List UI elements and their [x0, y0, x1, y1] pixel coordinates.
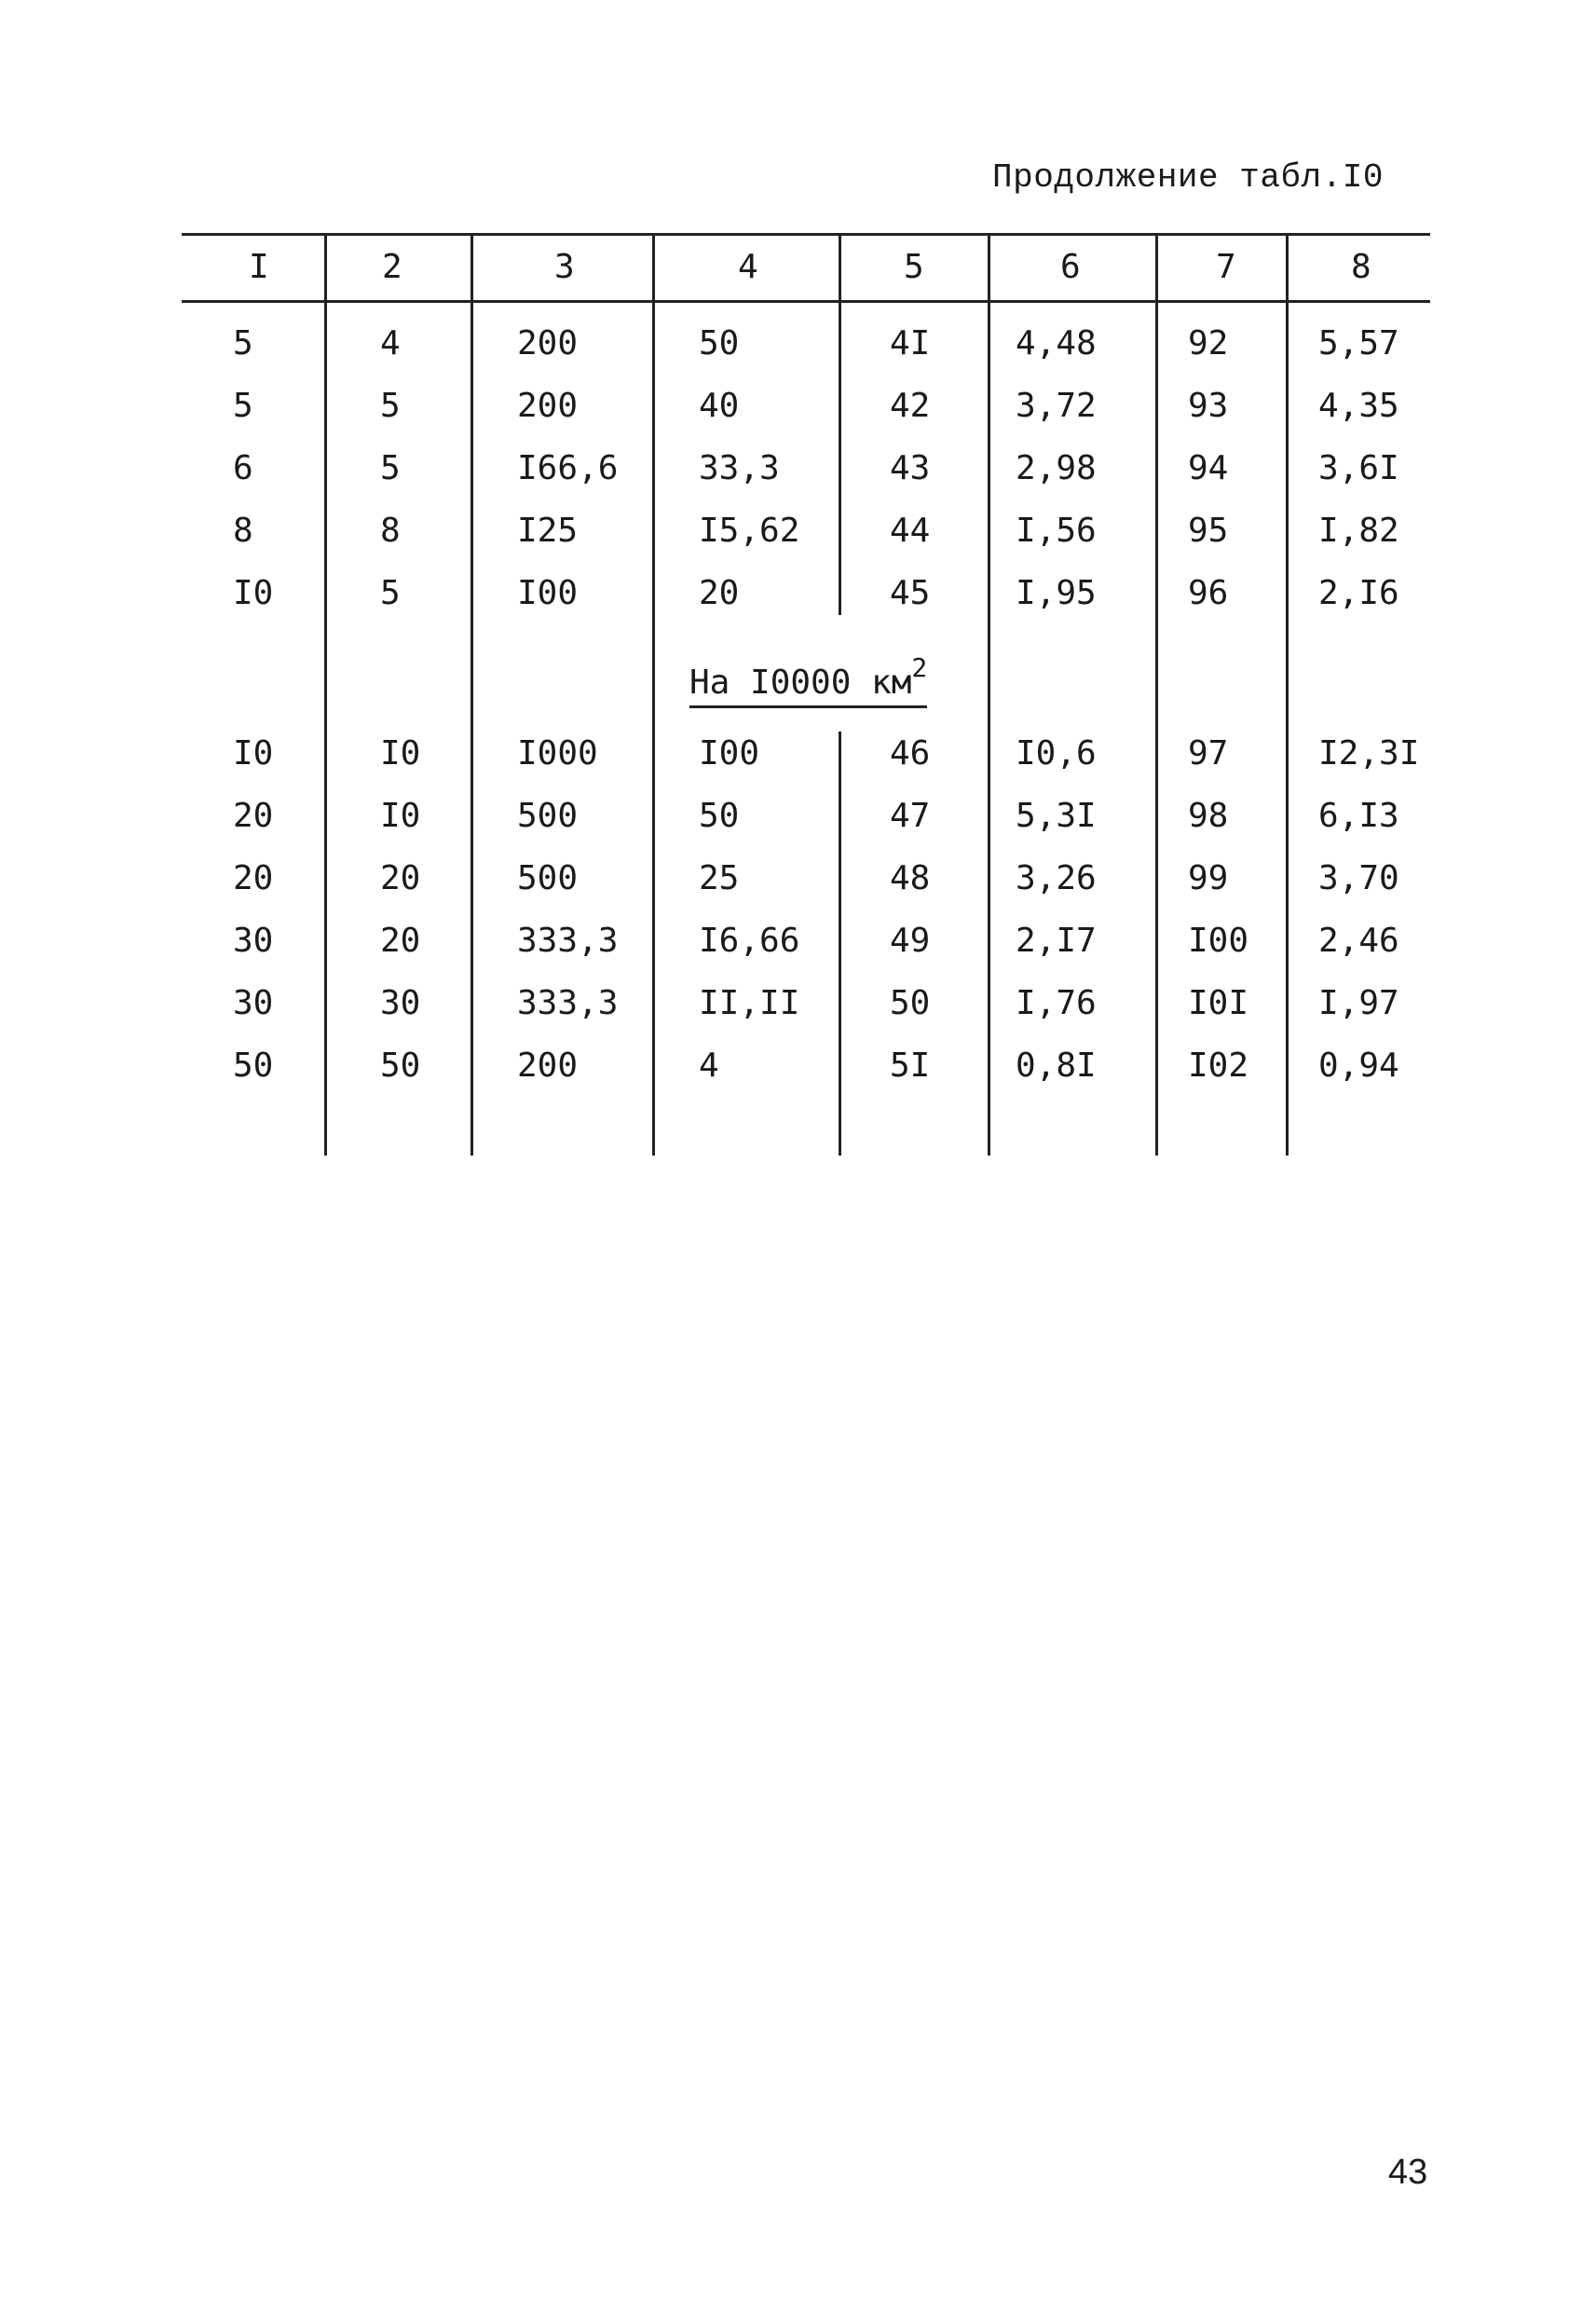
table-cell: 500: [517, 859, 579, 897]
table-cell: I000: [517, 734, 598, 773]
table-cell: 5: [380, 449, 401, 487]
table-cell: I6,66: [699, 922, 800, 960]
table-cell: 44: [890, 512, 931, 550]
table-cell: 4,35: [1318, 387, 1399, 425]
table-cell: 3,72: [1016, 387, 1097, 425]
table-cell: 30: [233, 984, 274, 1022]
table-cell: II,II: [699, 984, 800, 1022]
table-cell: I,95: [1016, 574, 1097, 612]
table-cell: 42: [890, 387, 931, 425]
table-cell: 4I: [890, 324, 931, 363]
table-cell: 50: [890, 984, 931, 1022]
column-divider: [652, 233, 655, 1156]
table-cell: I25: [517, 512, 579, 550]
table-cell: 49: [890, 922, 931, 960]
table-cell: 200: [517, 324, 579, 363]
table-cell: 47: [890, 797, 931, 835]
table-cell: I00: [517, 574, 579, 612]
table-cell: 6: [233, 449, 253, 487]
table-cell: 2,98: [1016, 449, 1097, 487]
table-cell: 2,I6: [1318, 574, 1399, 612]
table-cell: 2,46: [1318, 922, 1399, 960]
table-cell: 4,48: [1016, 324, 1097, 363]
table-cell: 20: [380, 922, 421, 960]
table-cell: 25: [699, 859, 740, 897]
table-cell: I0: [233, 734, 274, 773]
table-cell: 5,57: [1318, 324, 1399, 363]
table-cell: I2,3I: [1318, 734, 1420, 773]
table-cell: 5: [233, 324, 253, 363]
table-cell: 3,26: [1016, 859, 1097, 897]
table-cell: I66,6: [517, 449, 619, 487]
table-cell: 4: [380, 324, 401, 363]
table-cell: 500: [517, 797, 579, 835]
table-cell: 20: [233, 797, 274, 835]
table-caption: Продолжение табл.I0: [992, 158, 1384, 197]
page-number: 43: [1388, 2153, 1428, 2192]
table-cell: 97: [1188, 734, 1229, 773]
table-cell: 98: [1188, 797, 1229, 835]
table-cell: 5I: [890, 1047, 931, 1085]
table-cell: 43: [890, 449, 931, 487]
table-cell: 40: [699, 387, 740, 425]
header-cell: 6: [1060, 248, 1081, 286]
header-cell: 7: [1216, 248, 1236, 286]
table-cell: I0: [380, 734, 421, 773]
header-bottom-rule: [182, 300, 1430, 303]
table-cell: 8: [233, 512, 253, 550]
column-divider: [1286, 233, 1289, 1156]
header-cell: 8: [1351, 248, 1371, 286]
table-cell: 95: [1188, 512, 1229, 550]
table-cell: 33,3: [699, 449, 780, 487]
table-cell: 2,I7: [1016, 922, 1097, 960]
table-cell: 200: [517, 387, 579, 425]
table-cell: 8: [380, 512, 401, 550]
table-cell: 48: [890, 859, 931, 897]
column-divider: [1155, 233, 1158, 1156]
table-cell: 45: [890, 574, 931, 612]
table-cell: I0,6: [1016, 734, 1097, 773]
table-cell: 333,3: [517, 922, 619, 960]
header-cell: 2: [382, 248, 402, 286]
table-subheading: На I0000 $км^2$: [689, 652, 927, 708]
table-cell: I00: [699, 734, 760, 773]
table-cell: 92: [1188, 324, 1229, 363]
column-divider: [988, 233, 990, 1156]
table-cell: 20: [699, 574, 740, 612]
header-cell: I: [249, 248, 269, 286]
table-cell: 20: [380, 859, 421, 897]
table-cell: 20: [233, 859, 274, 897]
table-top-rule: [182, 233, 1430, 236]
table-cell: I0: [233, 574, 274, 612]
table-cell: I,82: [1318, 512, 1399, 550]
table-cell: 4: [699, 1047, 719, 1085]
table-cell: I,56: [1016, 512, 1097, 550]
table-cell: 333,3: [517, 984, 619, 1022]
table-cell: I5,62: [699, 512, 800, 550]
table-cell: I02: [1188, 1047, 1249, 1085]
table-cell: 94: [1188, 449, 1229, 487]
column-divider: [471, 233, 473, 1156]
column-divider: [839, 732, 841, 1156]
table-cell: I,97: [1318, 984, 1399, 1022]
table-cell: 3,70: [1318, 859, 1399, 897]
table-cell: 6,I3: [1318, 797, 1399, 835]
table-cell: 5: [380, 387, 401, 425]
header-cell: 5: [904, 248, 924, 286]
table-cell: I,76: [1016, 984, 1097, 1022]
table-cell: 46: [890, 734, 931, 773]
table-cell: 30: [233, 922, 274, 960]
table-cell: 0,94: [1318, 1047, 1399, 1085]
table-cell: 50: [380, 1047, 421, 1085]
table-cell: I0I: [1188, 984, 1249, 1022]
table-cell: 50: [699, 797, 740, 835]
table-cell: 50: [233, 1047, 274, 1085]
table-cell: 96: [1188, 574, 1229, 612]
table-cell: I0: [380, 797, 421, 835]
table-cell: 99: [1188, 859, 1229, 897]
table-cell: 200: [517, 1047, 579, 1085]
header-cell: 4: [738, 248, 758, 286]
column-divider: [839, 233, 841, 615]
column-divider: [324, 233, 327, 1156]
table-cell: I00: [1188, 922, 1249, 960]
table-cell: 50: [699, 324, 740, 363]
header-cell: 3: [554, 248, 575, 286]
table-cell: 30: [380, 984, 421, 1022]
table-cell: 0,8I: [1016, 1047, 1097, 1085]
table-cell: 5,3I: [1016, 797, 1097, 835]
table-cell: 5: [380, 574, 401, 612]
table-cell: 5: [233, 387, 253, 425]
table-cell: 3,6I: [1318, 449, 1399, 487]
table-cell: 93: [1188, 387, 1229, 425]
